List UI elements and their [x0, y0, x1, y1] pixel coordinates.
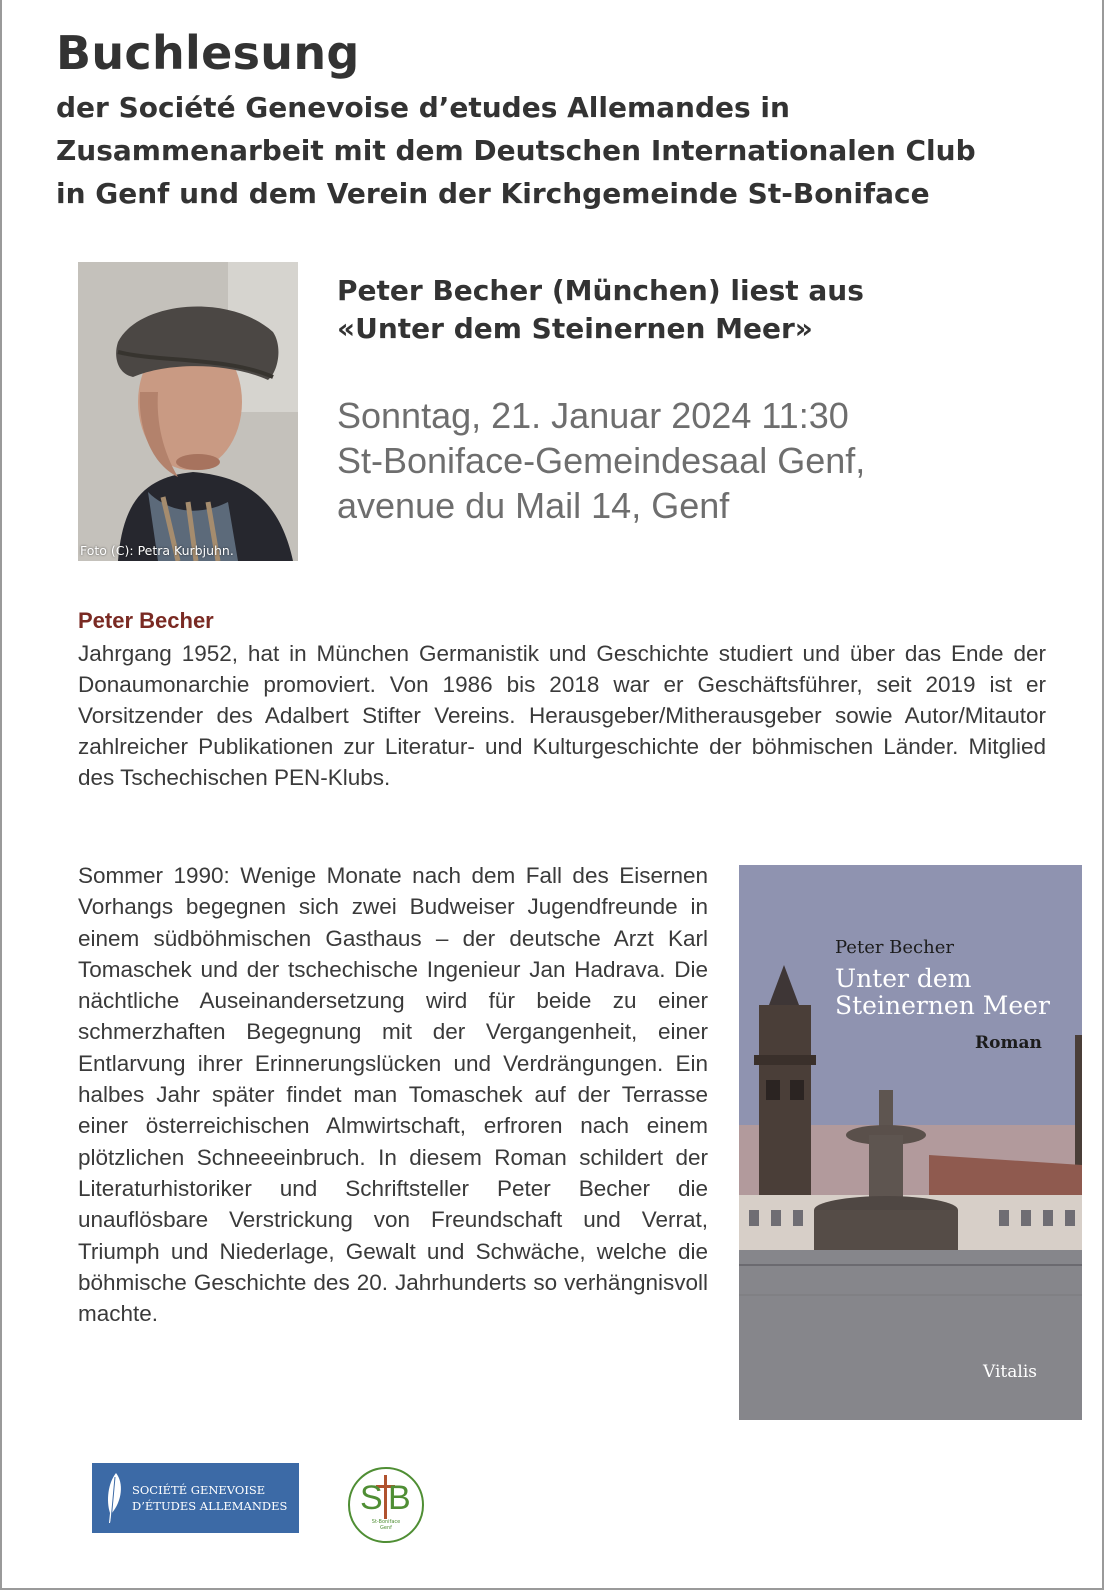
st-boniface-emblem-icon — [346, 1465, 426, 1545]
subtitle-line: in Genf und dem Verein der Kirchgemeinde St-Boniface — [56, 177, 930, 210]
author-portrait-photo — [78, 262, 298, 561]
event-details — [337, 393, 865, 528]
event-date-time: Sonntag, 21. Januar 2024 11:30 — [337, 395, 849, 436]
book-cover — [739, 865, 1082, 1420]
logo-letter-b: B — [388, 1479, 411, 1517]
cover-genre: Roman — [975, 1033, 1042, 1053]
sga-logo-line2: D’ÉTUDES ALLEMANDES — [132, 1499, 288, 1513]
sga-logo — [92, 1463, 299, 1533]
event-venue: St-Boniface-Gemeindesaal Genf, — [337, 440, 866, 481]
feather-icon — [102, 1471, 126, 1525]
reading-title — [337, 272, 864, 348]
subtitle-line: der Société Genevoise d’etudes Allemandes in — [56, 91, 790, 124]
sga-logo-line1: SOCIÉTÉ GENEVOISE — [132, 1483, 266, 1497]
cover-title-line: Steinernen Meer — [835, 991, 1050, 1020]
book-synopsis: Sommer 1990: Wenige Monate nach dem Fall des Eisernen Vorhangs begegnen sich zwei Budweiser Jugendfreunde in einem südböhmischen Gasthaus – der deutsche Arzt Karl Tomaschek und der tschechische Ingenieur Jan Hadrava. Die nächtliche Auseinandersetzung wird für beide zu einer schmerzhaften Begegnung mit der Vergangenheit, einer Entlarvung ihrer Erinnerungslücken und Verdrängungen. Ein halbes Jahr später findet man Tomaschek auf der Terrasse einer österreichischen Almwirtschaft, erfroren nach einem plötzlichen Schneeeinbruch. In diesem Roman schildert der Literaturhistoriker und Schriftsteller Peter Becher die unauflösbare Verstrickung von Freundschaft und Verrat, Triumph und Niederlage, Gewalt und Schwäche, welche die böhmische Geschichte des 20. Jahrhunderts so verhängnisvoll machte. — [78, 863, 708, 1327]
photo-credit: Foto (C): Petra Kurbjuhn. — [80, 543, 234, 558]
page-subtitle — [56, 86, 1066, 215]
page-title: Buchlesung — [56, 26, 360, 80]
cover-title — [835, 965, 1050, 1019]
portrait-illustration — [78, 262, 298, 561]
event-address: avenue du Mail 14, Genf — [337, 485, 730, 526]
cover-author: Peter Becher — [835, 937, 954, 958]
bio-text: Jahrgang 1952, hat in München Germanistik und Geschichte studiert und über das Ende der Donaumonarchie promoviert. Von 1986 bis 2018 war er Geschäftsführer, seit 2019 ist er Vorsitzender des Adalbert Stifter Vereins. Herausgeber/Mitherausgeber sowie Autor/Mitautor zahlreicher Publikationen zur Literatur- und Kulturgeschichte der böhmischen Länder. Mitglied des Tschechischen PEN-Klubs. — [78, 641, 1046, 790]
reading-title-line: Peter Becher (München) liest aus — [337, 274, 864, 307]
logo-letter-s: S — [360, 1479, 383, 1517]
st-boniface-logo — [346, 1465, 426, 1545]
reading-title-line: «Unter dem Steinernen Meer» — [337, 312, 813, 345]
logo-small-text — [346, 1519, 426, 1531]
bio-heading: Peter Becher — [78, 608, 214, 633]
cover-title-line: Unter dem — [835, 964, 972, 993]
subtitle-line: Zusammenarbeit mit dem Deutschen Internationalen Club — [56, 134, 976, 167]
logo-small-line: St-Boniface — [371, 1519, 401, 1525]
cover-publisher: Vitalis — [983, 1362, 1037, 1382]
logo-small-line: Genf — [380, 1525, 392, 1531]
